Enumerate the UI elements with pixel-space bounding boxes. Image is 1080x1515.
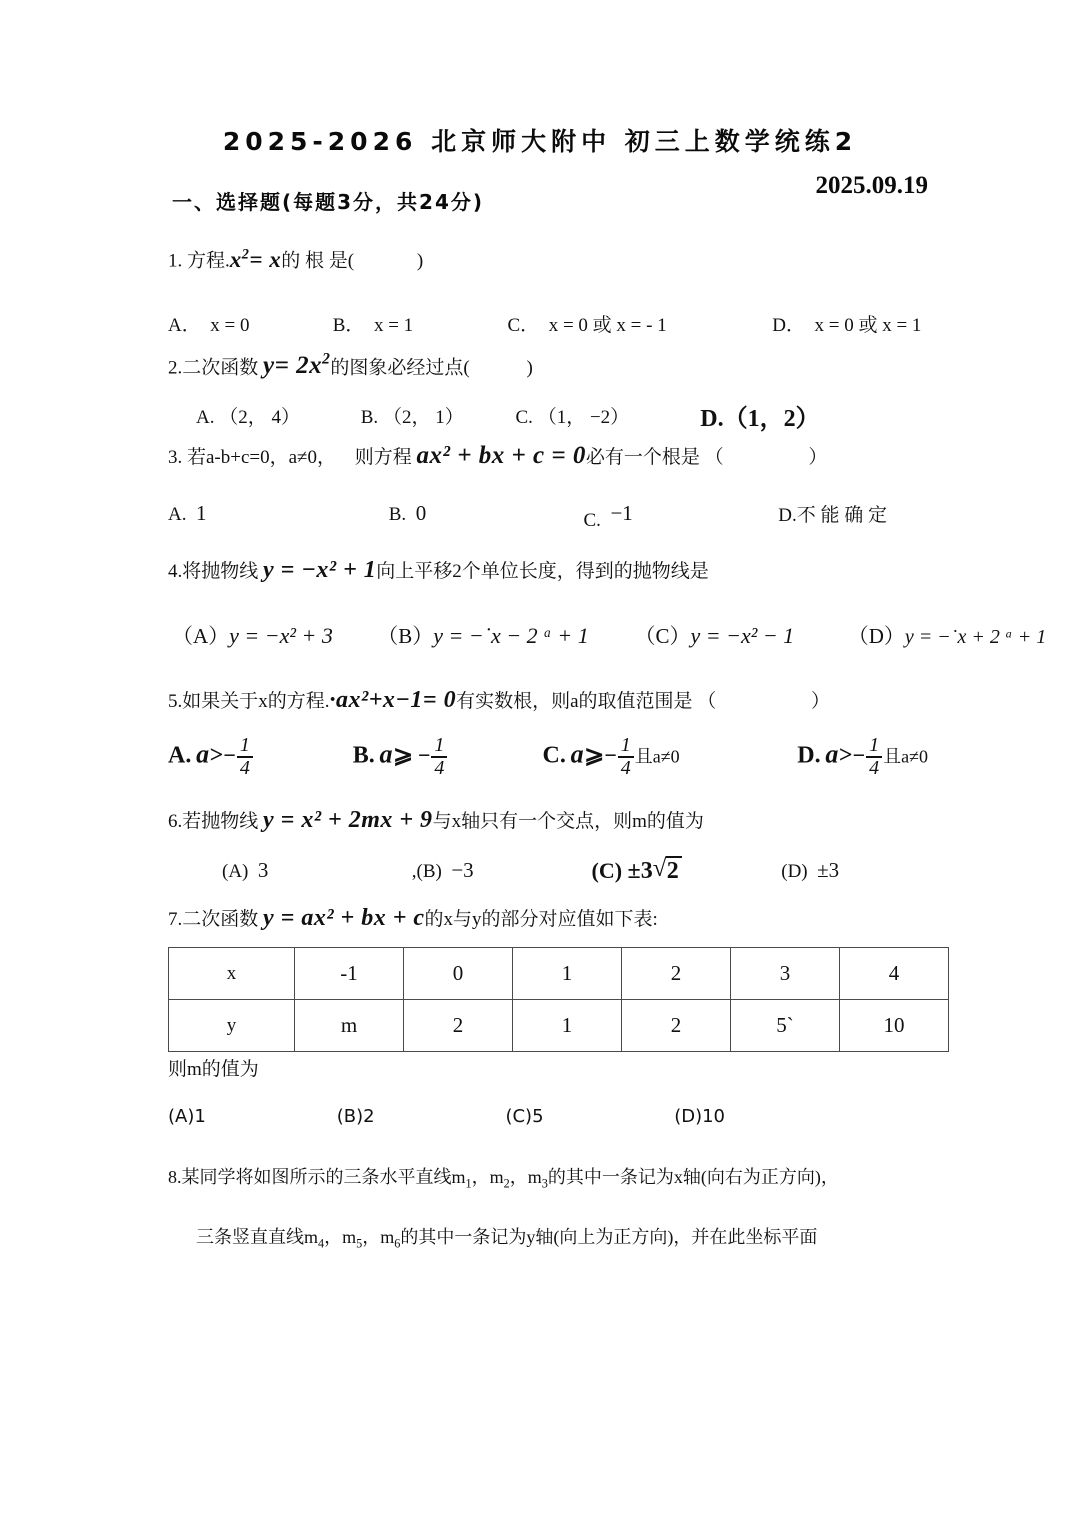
question-8-line-2: 三条竖直直线$m_4$，$m_5$，$m_6$的其中一条记为y轴(向上为正方向)，并在此坐标平面 bbox=[196, 1227, 818, 1251]
exam-date: 2025.09.19 bbox=[815, 172, 928, 199]
table-cell-y-5: 10 bbox=[840, 1000, 949, 1052]
question-5-options bbox=[168, 736, 928, 780]
question-7-stem bbox=[168, 906, 658, 930]
q2-text-suffix: 的图象必经过点( bbox=[330, 357, 470, 379]
q3-option-a[interactable]: A. 1 bbox=[168, 501, 207, 525]
q5-option-d[interactable]: D. a>− $\frac{1}{4}$ 且a≠0 bbox=[797, 734, 928, 779]
q8-sub-m6: 6 bbox=[394, 1236, 401, 1251]
q8-sub-m1: 1 bbox=[465, 1176, 472, 1191]
q3-option-c[interactable]: C. −1 bbox=[583, 501, 633, 531]
q1-var: x bbox=[229, 246, 242, 272]
question-4-options bbox=[172, 620, 1046, 650]
q5-text-suffix: 有实数根，则a的取值范围是 （ bbox=[456, 691, 717, 712]
q2-formula-exp: 2 bbox=[322, 351, 331, 368]
q5a-fraction: $\frac{1}{4}$ bbox=[237, 735, 253, 779]
table-cell-x-4: 3 bbox=[731, 948, 840, 1000]
q2-option-a[interactable]: A. （2， 4） bbox=[196, 407, 300, 428]
q1-equality: = x bbox=[249, 246, 282, 272]
q6-text-suffix: 与x轴只有一个交点，则m的值为 bbox=[432, 811, 704, 832]
q6-text-prefix: 若抛物线 bbox=[182, 811, 259, 832]
section-heading: 一、选择题(每题3分，共24分) bbox=[172, 190, 485, 214]
q6-option-b[interactable]: ,(B) −3 bbox=[411, 858, 474, 882]
q5-option-b[interactable]: B. a⩾ − $\frac{1}{4}$ bbox=[353, 736, 538, 780]
q5-paren-close: ） bbox=[811, 691, 831, 712]
table-cell-y-1: 2 bbox=[404, 1000, 513, 1052]
q6-formula: y = x² + 2mx + 9 bbox=[263, 807, 433, 833]
q7-formula: y = ax² + bx + c bbox=[263, 905, 425, 931]
q1-option-b[interactable]: B． x = 1 bbox=[332, 315, 414, 336]
q6-option-d[interactable]: (D) ±3 bbox=[781, 858, 840, 882]
table-cell-y-3: 2 bbox=[622, 1000, 731, 1052]
q3-text-mid: 则方程 bbox=[354, 447, 412, 468]
q5c-fraction: $\frac{1}{4}$ bbox=[618, 735, 634, 779]
q6-option-c[interactable]: (C) ±3 √ 2 bbox=[592, 856, 777, 885]
question-7-options bbox=[168, 1105, 725, 1127]
q4-option-b[interactable]: （B）y = −˙x − 2 ᵃ + 1 bbox=[377, 623, 589, 648]
question-8-line-1: 8.某同学将如图所示的三条水平直线$m_1$，$m_2$，$m_3$的其中一条记为x轴(向右为正方向)， bbox=[168, 1167, 839, 1191]
q3-option-d[interactable]: D.不 能 确 定 bbox=[778, 505, 887, 526]
q4-text-suffix: 向上平移2个单位长度，得到的抛物线是 bbox=[376, 561, 709, 582]
q1-option-a[interactable]: A． x = 0 bbox=[168, 315, 250, 336]
q7-option-d[interactable]: (D)10 bbox=[674, 1105, 726, 1127]
q7-option-a[interactable]: (A)1 bbox=[168, 1105, 206, 1127]
q1-exponent: 2 bbox=[241, 246, 250, 262]
q2-option-d[interactable]: D.（1，2） bbox=[700, 406, 820, 432]
q1-number: 1. bbox=[168, 250, 183, 272]
table-cell-x-3: 2 bbox=[622, 948, 731, 1000]
q8-sub-m4: 4 bbox=[318, 1236, 325, 1251]
question-7-followup: 则m的值为 bbox=[168, 1059, 259, 1080]
q3-paren-close: ） bbox=[808, 447, 828, 468]
q5-number: 5. bbox=[168, 691, 183, 712]
question-5-stem bbox=[168, 688, 830, 712]
q6-option-a[interactable]: (A) 3 bbox=[222, 858, 269, 882]
q8-sub-m2: 2 bbox=[503, 1176, 510, 1191]
q1-text-prefix: 方程. bbox=[187, 250, 230, 272]
q5-text-prefix: 如果关于x的方程. bbox=[182, 691, 330, 712]
table-cell-x-1: 0 bbox=[404, 948, 513, 1000]
q3-number: 3. bbox=[168, 447, 183, 468]
question-2-stem bbox=[168, 352, 533, 378]
question-6-stem bbox=[168, 808, 704, 832]
q2-number: 2. bbox=[168, 357, 183, 379]
q2-formula-eq: = 2 bbox=[274, 352, 310, 380]
q7-text-prefix: 二次函数 bbox=[182, 909, 259, 930]
q1-paren-close: ) bbox=[416, 250, 424, 272]
table-row-y-label: y bbox=[169, 1000, 295, 1052]
q4-formula: y = −x² + 1 bbox=[263, 557, 377, 583]
q7-number: 7. bbox=[168, 909, 183, 930]
question-3-options bbox=[168, 500, 887, 531]
table-row-y bbox=[169, 1000, 949, 1052]
q5-formula: ·ax²+x−1= 0 bbox=[329, 687, 457, 713]
question-1-stem bbox=[168, 247, 423, 271]
table-cell-x-2: 1 bbox=[513, 948, 622, 1000]
question-4-stem bbox=[168, 558, 709, 582]
q4-text-prefix: 将抛物线 bbox=[182, 561, 259, 582]
q5-option-c[interactable]: C. a⩾− $\frac{1}{4}$ 且a≠0 bbox=[542, 734, 680, 779]
q2-text-prefix: 二次函数 bbox=[182, 357, 259, 379]
q7-option-b[interactable]: (B)2 bbox=[336, 1105, 375, 1127]
question-1-options bbox=[168, 310, 921, 337]
page-title: 2025-2026 北京师大附中 初三上数学统练2 bbox=[222, 127, 858, 156]
q2-paren-close: ) bbox=[526, 357, 533, 379]
q3-text-suffix: 必有一个根是 （ bbox=[585, 447, 724, 468]
q5d-fraction: $\frac{1}{4}$ bbox=[866, 735, 882, 779]
q3-option-b[interactable]: B. 0 bbox=[388, 501, 427, 525]
q5b-fraction: $\frac{1}{4}$ bbox=[431, 735, 447, 779]
q5-option-a[interactable]: A. a>− $\frac{1}{4}$ bbox=[168, 736, 348, 780]
q7-text-suffix: 的x与y的部分对应值如下表: bbox=[424, 909, 658, 930]
question-6-options bbox=[222, 856, 839, 885]
q4-number: 4. bbox=[168, 561, 183, 582]
q7-option-c[interactable]: (C)5 bbox=[505, 1105, 544, 1127]
q4-option-d[interactable]: （D）y = −˙x + 2 ᵃ + 1 bbox=[847, 624, 1047, 648]
q1-option-c[interactable]: C． x = 0 或 x = - 1 bbox=[507, 315, 667, 336]
table-cell-x-5: 4 bbox=[840, 948, 949, 1000]
q1-text-suffix: 的 根 是( bbox=[281, 250, 355, 272]
sqrt-icon: √ 2 bbox=[653, 856, 682, 885]
q2-option-c[interactable]: C. （1， −2） bbox=[515, 407, 630, 428]
q6-number: 6. bbox=[168, 811, 183, 832]
q8-sub-m3: 3 bbox=[541, 1176, 548, 1191]
table-cell-y-4: 5` bbox=[731, 1000, 840, 1052]
table-cell-y-2: 1 bbox=[513, 1000, 622, 1052]
table-cell-y-0: m bbox=[295, 1000, 404, 1052]
q4-option-c[interactable]: （C）y = −x² − 1 bbox=[634, 623, 795, 648]
correspondence-table bbox=[168, 947, 949, 1052]
q2-option-b[interactable]: B. （2， 1） bbox=[360, 407, 464, 428]
q8-sub-m5: 5 bbox=[356, 1236, 363, 1251]
q3-text-prefix: 若a-b+c=0，a≠0， bbox=[187, 447, 336, 468]
table-cell-x-0: -1 bbox=[295, 948, 404, 1000]
q1-option-d[interactable]: D． x = 0 或 x = 1 bbox=[772, 315, 922, 336]
question-2-options bbox=[196, 398, 820, 433]
q4-option-a[interactable]: （A）y = −x² + 3 bbox=[172, 623, 333, 648]
q3-formula: ax² + bx + c = 0 bbox=[416, 442, 586, 469]
q2-formula-var: x bbox=[309, 352, 323, 380]
table-row-x bbox=[169, 948, 949, 1000]
q2-formula-y: y bbox=[263, 352, 275, 380]
question-3-stem bbox=[168, 443, 827, 468]
q8-number: 8. bbox=[168, 1167, 182, 1187]
table-row-x-label: x bbox=[169, 948, 295, 1000]
